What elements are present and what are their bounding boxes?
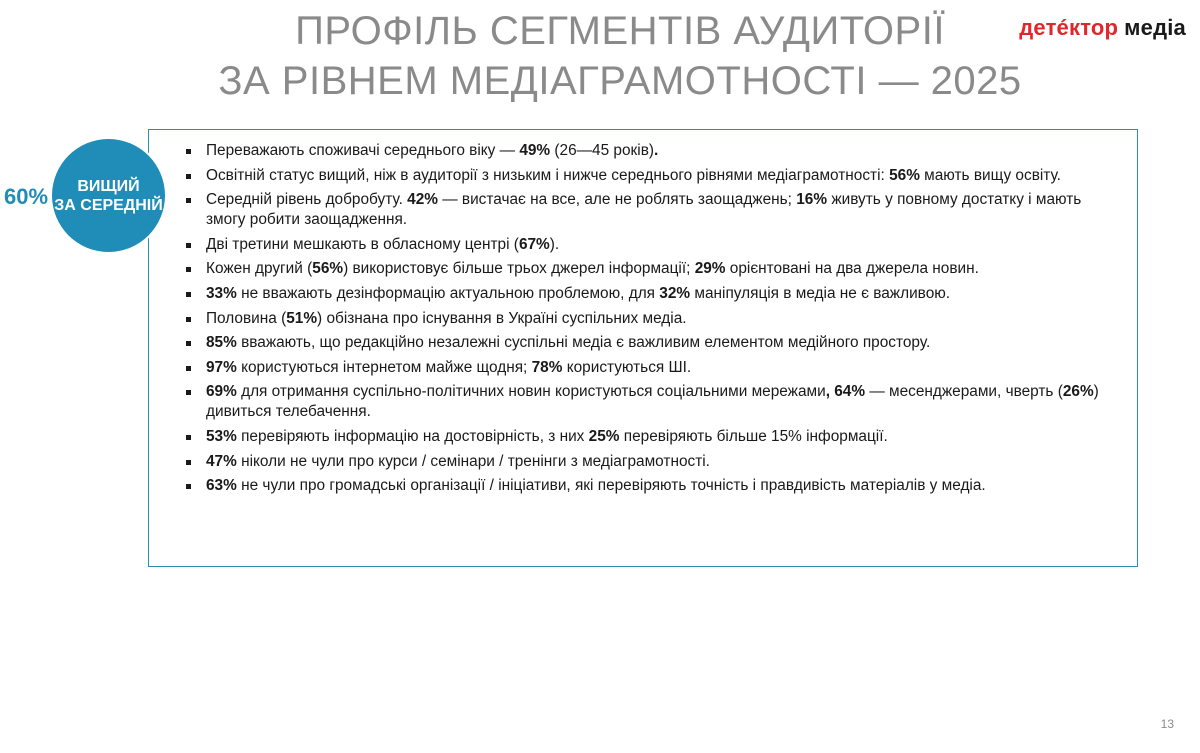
bullet-item [185, 452, 1125, 472]
bullet-highlight: 33% [206, 284, 237, 302]
bullet-text: перевіряють інформацію на достовірність, з них [236, 427, 589, 445]
bullet-highlight: 67% [518, 235, 550, 253]
bullet-text: ) обізнана про існування в Україні суспільних медіа. [317, 309, 687, 327]
slide-title-line-1: ПРОФІЛЬ СЕГМЕНТІВ АУДИТОРІЇ [295, 9, 945, 53]
bullet-highlight: 49% [519, 142, 551, 159]
bullet-item [185, 333, 1125, 353]
bullet-item [185, 284, 1125, 304]
bullet-text: ) використовує більше трьох джерел інформації; [343, 260, 695, 278]
bullet-highlight: 26% [1062, 383, 1094, 401]
bullet-text: — вистачає на все, але не роблять заощаджень; [437, 191, 797, 209]
bullet-highlight: 56% [312, 260, 344, 278]
bullet-highlight: . [654, 142, 659, 159]
bullet-text: (26—45 років) [550, 142, 655, 159]
bullet-text: Середній рівень добробуту. [206, 191, 408, 209]
bullet-text: вважають, що редакційно незалежні суспільні медіа є важливим елементом медійного простору. [236, 334, 931, 352]
page-number: 13 [1160, 717, 1174, 731]
bullet-highlight: 69% [206, 383, 237, 401]
bullet-highlight: 29% [694, 260, 726, 278]
detector-media-logo [1019, 15, 1186, 41]
bullet-highlight: , 64% [825, 383, 866, 401]
bullet-item [185, 259, 1125, 279]
bullet-highlight: 97% [206, 358, 237, 376]
profile-bullet-list [185, 141, 1125, 501]
bullet-highlight: 42% [407, 191, 438, 209]
bullet-text: не вважають дезінформацію актуальною проблемою, для [236, 284, 660, 302]
bullet-text: ) дивиться телебачення. [206, 383, 1099, 421]
bullet-text: — месенджерами, чверть ( [865, 383, 1063, 401]
logo-word-media: медіа [1124, 15, 1186, 40]
bullet-text: живуть у повному достатку і мають змогу робити заощадження. [206, 191, 1082, 229]
bullet-item [185, 358, 1125, 378]
slide-title-line-2: ЗА РІВНЕМ МЕДІАГРАМОТНОСТІ — 2025 [218, 59, 1022, 103]
bullet-item [185, 235, 1125, 255]
bullet-text: ). [549, 235, 560, 253]
bullet-highlight: 85% [206, 334, 237, 352]
bullet-item [185, 427, 1125, 447]
bullet-text: маніпуляція в медіа не є важливою. [690, 284, 951, 302]
bullet-highlight: 78% [531, 358, 563, 376]
bullet-text: не чули про громадські організації / ініціативи, які перевіряють точність і правдивість матеріалів у медіа. [236, 477, 986, 495]
bullet-item [185, 382, 1125, 422]
bullet-text: орієнтовані на два джерела новин. [725, 260, 979, 278]
bullet-text: перевіряють більше 15% інформації. [619, 427, 888, 445]
slide-title [150, 6, 1090, 106]
bullet-text: користуються інтернетом майже щодня; [236, 358, 532, 376]
bullet-item [185, 476, 1125, 496]
bullet-highlight: 56% [889, 166, 920, 184]
bullet-text: Дві третини мешкають в обласному центрі ( [206, 235, 519, 253]
bullet-highlight: 16% [796, 191, 828, 209]
bullet-text: Кожен другий ( [206, 260, 313, 278]
bullet-highlight: 47% [206, 452, 237, 470]
bullet-item [185, 141, 1125, 161]
bullet-text: Переважають споживачі середнього віку — [206, 142, 520, 159]
bullet-text: Половина ( [206, 309, 287, 327]
bullet-highlight: 25% [588, 427, 620, 445]
bullet-highlight: 53% [206, 427, 237, 445]
bullet-text: користуються ШІ. [562, 358, 692, 376]
segment-badge [52, 139, 165, 252]
bullet-text: Освітній статус вищий, ніж в аудиторії з низьким і нижче середнього рівнями медіаграмотності: [206, 166, 890, 184]
bullet-text: мають вищу освіту. [919, 166, 1061, 184]
bullet-text: ніколи не чули про курси / семінари / тренінги з медіаграмотності. [236, 452, 710, 470]
bullet-highlight: 32% [659, 284, 691, 302]
segment-percent: 60% [4, 184, 49, 209]
segment-badge-line-1: ВИЩИЙ [77, 177, 140, 195]
segment-badge-line-2: ЗА СЕРЕДНІЙ [54, 196, 163, 214]
bullet-item [185, 190, 1125, 230]
bullet-highlight: 63% [206, 477, 237, 495]
bullet-item [185, 166, 1125, 186]
bullet-highlight: 51% [286, 309, 318, 327]
bullet-text: для отримання суспільно-політичних новин користуються соціальними мережами [236, 383, 826, 401]
bullet-item [185, 309, 1125, 329]
logo-word-detector: детéктор [1019, 15, 1119, 40]
